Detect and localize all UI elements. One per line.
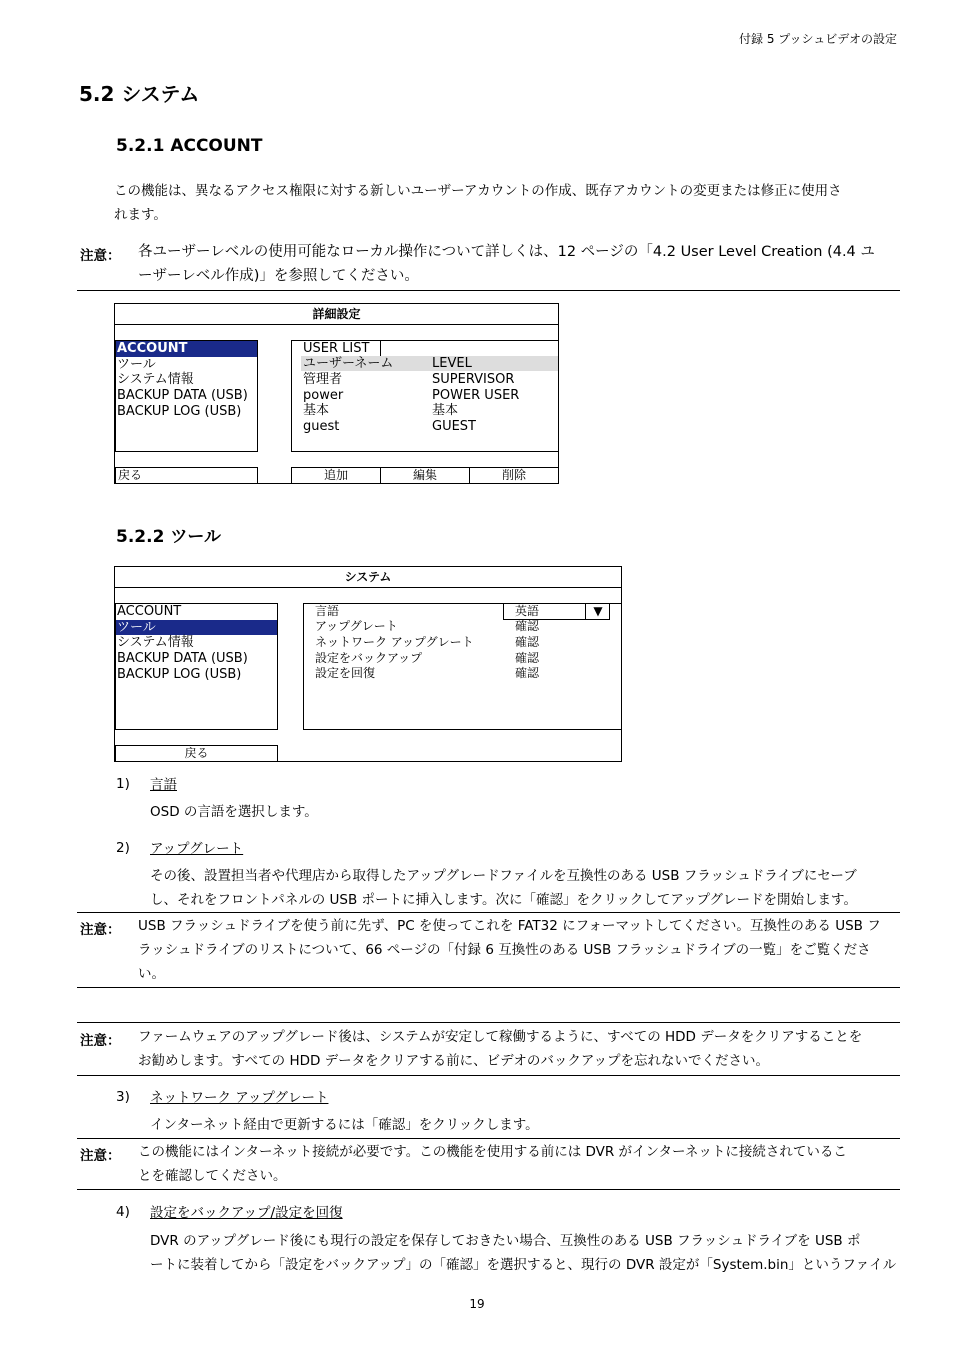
user-level: GUEST bbox=[432, 419, 476, 434]
user-name: guest bbox=[303, 419, 340, 434]
subsection-title-tools: 5.2.2 ツール bbox=[116, 527, 221, 547]
menu-item-system-info[interactable]: システム情報 bbox=[117, 635, 194, 651]
note-line: お勧めします。すべての HDD データをクリアする前に、ビデオのバックアップを忘れないでください。 bbox=[138, 1053, 769, 1069]
back-button[interactable]: 戻る bbox=[115, 745, 278, 762]
section-title: 5.2 システム bbox=[79, 82, 200, 106]
tab-user-list[interactable]: USER LIST bbox=[291, 340, 381, 357]
list-body bbox=[150, 1229, 905, 1277]
setting-language-label: 言語 bbox=[315, 604, 340, 618]
note-line: この機能にはインターネット接続が必要です。この機能を使用する前には DVR がインターネットに接続されているこ bbox=[138, 1144, 847, 1160]
menu-item-account[interactable]: ACCOUNT bbox=[117, 604, 182, 619]
setting-restore-label: 設定を回復 bbox=[315, 666, 376, 680]
running-header: 付録 5 プッシュビデオの設定 bbox=[739, 32, 897, 46]
user-level: POWER USER bbox=[432, 388, 520, 403]
menu-item-backup-log[interactable]: BACKUP LOG (USB) bbox=[117, 666, 242, 682]
note-label: 注意： bbox=[80, 248, 121, 264]
user-row[interactable] bbox=[303, 388, 343, 404]
note-line: USB フラッシュドライブを使う前に先ず、PC を使ってこれを FAT32 にフォーマットしてください。互換性のある USB フ bbox=[138, 918, 881, 934]
menu-item-backup-data[interactable]: BACKUP DATA (USB) bbox=[117, 651, 248, 667]
user-row[interactable] bbox=[303, 419, 339, 435]
language-value: 英語 bbox=[515, 604, 540, 618]
note-text bbox=[138, 1140, 903, 1188]
divider bbox=[77, 1022, 900, 1023]
note-label: 注意： bbox=[80, 1033, 121, 1049]
user-row[interactable] bbox=[303, 403, 329, 419]
desc-line: この機能は、異なるアクセス権限に対する新しいユーザーアカウントの作成、既存アカウントの変更または修正に使用さ bbox=[114, 183, 842, 199]
menu-item-system-info[interactable]: システム情報 bbox=[117, 372, 194, 388]
note-line: い。 bbox=[138, 966, 165, 982]
divider bbox=[77, 1075, 900, 1076]
user-name: power bbox=[303, 388, 344, 403]
list-body: OSD の言語を選択します。 bbox=[150, 804, 318, 820]
list-number: 1) bbox=[116, 776, 130, 792]
divider bbox=[77, 290, 900, 291]
menu-item-tools[interactable]: ツール bbox=[116, 620, 277, 636]
restore-confirm-button[interactable]: 確認 bbox=[515, 666, 540, 680]
note-line: ラッシュドライブのリストについて、66 ページの「付録 6 互換性のある USB フラッシュドライブの一覧」をご覧くださ bbox=[138, 942, 871, 958]
subsection-title-account: 5.2.1 ACCOUNT bbox=[116, 136, 263, 156]
col-username: ユーザーネーム bbox=[303, 356, 394, 371]
list-title: ネットワーク アップグレート bbox=[150, 1090, 329, 1106]
setting-backup-label: 設定をバックアップ bbox=[315, 651, 423, 665]
divider bbox=[77, 987, 900, 988]
body-line: ートに装着してから「設定をバックアップ」の「確認」を選択すると、現行の DVR 設定が「System.bin」というファイル bbox=[150, 1257, 897, 1273]
note-line: ーザーレベル作成)」を参照してください。 bbox=[138, 268, 419, 284]
note-label: 注意： bbox=[80, 1148, 121, 1164]
divider bbox=[77, 1189, 900, 1190]
backup-confirm-button[interactable]: 確認 bbox=[515, 651, 540, 665]
page-number: 19 bbox=[469, 1297, 485, 1311]
list-number: 2) bbox=[116, 840, 130, 856]
body-line: DVR のアップグレード後にも現行の設定を保存しておきたい場合、互換性のある USB フラッシュドライブを USB ポ bbox=[150, 1233, 861, 1249]
panel-title: 詳細設定 bbox=[115, 304, 558, 325]
back-button[interactable]: 戻る bbox=[115, 467, 258, 484]
list-title: アップグレート bbox=[150, 841, 244, 857]
user-list-header bbox=[301, 356, 558, 371]
note-label: 注意： bbox=[80, 922, 121, 938]
network-upgrade-confirm-button[interactable]: 確認 bbox=[515, 635, 540, 649]
setting-upgrade-label: アップグレート bbox=[315, 619, 398, 633]
note-line: 各ユーザーレベルの使用可能なローカル操作について詳しくは、12 ページの「4.2 User Level Creation (4.4 ユ bbox=[138, 244, 875, 260]
note-line: とを確認してください。 bbox=[138, 1168, 287, 1184]
account-menu bbox=[115, 340, 258, 452]
language-select[interactable] bbox=[503, 603, 610, 620]
user-row[interactable] bbox=[303, 372, 342, 388]
menu-item-backup-data[interactable]: BACKUP DATA (USB) bbox=[117, 388, 248, 404]
body-line: その後、設置担当者や代理店から取得したアップグレードファイルを互換性のある USB フラッシュドライブにセーブ bbox=[150, 868, 857, 884]
note-text bbox=[138, 1025, 903, 1073]
setting-network-upgrade-label: ネットワーク アップグレート bbox=[315, 635, 474, 649]
upgrade-confirm-button[interactable]: 確認 bbox=[515, 619, 540, 633]
list-number: 3) bbox=[116, 1089, 130, 1105]
panel-title: システム bbox=[115, 567, 621, 588]
divider bbox=[77, 912, 900, 913]
menu-item-tools[interactable]: ツール bbox=[117, 356, 156, 372]
account-description bbox=[114, 179, 904, 227]
system-panel bbox=[114, 566, 622, 762]
list-body: インターネット経由で更新するには「確認」をクリックします。 bbox=[150, 1117, 539, 1133]
note-text bbox=[138, 240, 903, 288]
user-level: 基本 bbox=[432, 403, 459, 418]
list-title: 設定をバックアップ/設定を回復 bbox=[150, 1205, 343, 1221]
system-menu bbox=[115, 603, 278, 730]
user-level: SUPERVISOR bbox=[432, 372, 515, 387]
col-level: LEVEL bbox=[432, 356, 472, 371]
menu-item-account[interactable]: ACCOUNT bbox=[116, 341, 257, 357]
advanced-settings-panel bbox=[114, 303, 559, 484]
add-button[interactable]: 追加 bbox=[291, 467, 381, 484]
delete-button[interactable]: 削除 bbox=[469, 467, 559, 484]
body-line: し、それをフロントパネルの USB ポートに挿入します。次に「確認」をクリックしてアップグレードを開始します。 bbox=[150, 892, 857, 908]
list-body bbox=[150, 864, 905, 912]
list-number: 4) bbox=[116, 1204, 130, 1220]
divider bbox=[77, 1138, 900, 1139]
chevron-down-icon[interactable]: ▼ bbox=[585, 603, 610, 619]
note-line: ファームウェアのアップグレード後は、システムが安定して稼働するように、すべての HDD データをクリアすることを bbox=[138, 1029, 863, 1045]
user-name: 管理者 bbox=[303, 372, 343, 387]
desc-line: れます。 bbox=[114, 207, 167, 223]
menu-item-backup-log[interactable]: BACKUP LOG (USB) bbox=[117, 403, 242, 419]
note-text bbox=[138, 914, 903, 986]
user-name: 基本 bbox=[303, 403, 330, 418]
edit-button[interactable]: 編集 bbox=[380, 467, 470, 484]
list-title: 言語 bbox=[150, 777, 177, 793]
